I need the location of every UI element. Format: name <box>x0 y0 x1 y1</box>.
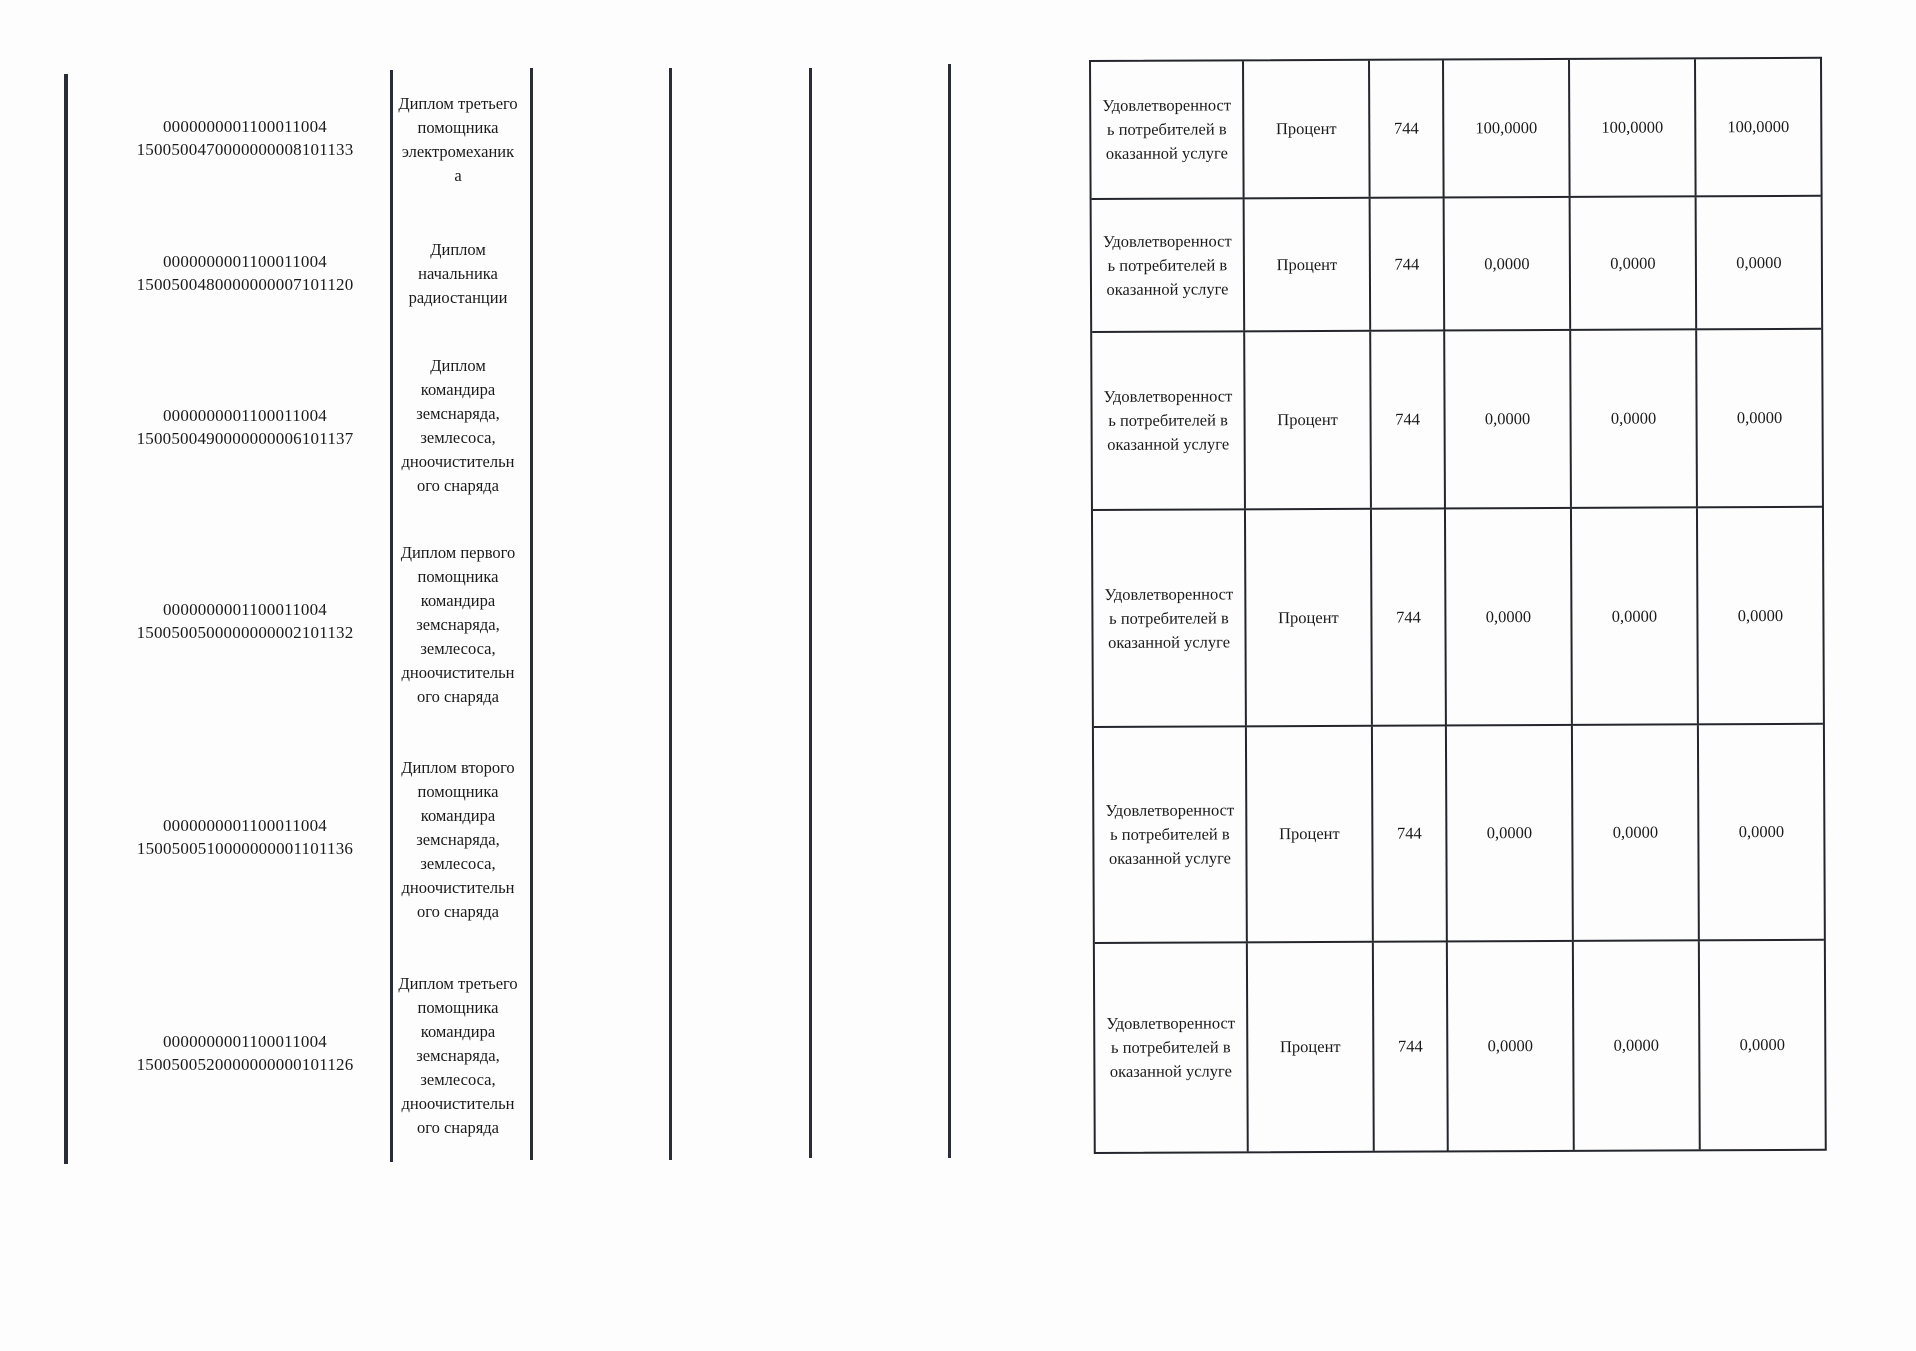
value-year1-cell: 0,0000 <box>1444 509 1571 725</box>
table-row <box>1093 506 1823 726</box>
qualification-name-line: командира <box>420 380 496 399</box>
qualification-name-line: Диплом второго <box>401 758 515 777</box>
indicator-line: оказанной услуге <box>1109 1061 1232 1081</box>
value-year3-cell: 0,0000 <box>1695 197 1822 329</box>
value-year3-cell: 0,0000 <box>1697 725 1824 940</box>
registry-code-line1: 0000000001100011004 <box>162 600 328 619</box>
qualification-name <box>393 238 523 310</box>
qualification-name-line: дноочистительн <box>401 878 515 897</box>
indicator-line: Удовлетворенност <box>1103 386 1233 406</box>
indicator-line: ь потребителей в <box>1110 1037 1231 1057</box>
qualification-name-line: земснаряда, <box>416 1046 500 1065</box>
qualification-name-line: землесоса, <box>420 428 496 447</box>
qualification-name-line: помощника <box>417 118 499 137</box>
registry-code-line2: 1500500480000000007101120 <box>136 275 354 294</box>
indicator-line: оказанной услуге <box>1105 143 1228 163</box>
indicator-line: оказанной услуге <box>1106 278 1229 299</box>
value-year2-cell: 0,0000 <box>1570 508 1697 724</box>
registry-code <box>90 1030 400 1076</box>
registry-code-line1: 0000000001100011004 <box>162 252 328 271</box>
qualification-name-line: командира <box>420 806 496 825</box>
unit-cell: Процент <box>1245 727 1372 942</box>
qualification-name-line: земснаряда, <box>416 830 500 849</box>
registry-code-line1: 0000000001100011004 <box>162 1032 328 1051</box>
quality-indicators-table <box>1089 57 1827 1154</box>
qualification-name-line: командира <box>420 591 496 610</box>
indicator-line: оказанной услуге <box>1107 434 1230 454</box>
indicator-line: ь потребителей в <box>1106 119 1227 139</box>
value-year3-cell: 0,0000 <box>1698 941 1825 1150</box>
registry-code-line1: 0000000001100011004 <box>162 117 328 136</box>
registry-code-line1: 0000000001100011004 <box>162 406 328 425</box>
value-year1-cell: 0,0000 <box>1443 198 1570 330</box>
registry-code-line1: 0000000001100011004 <box>162 816 328 835</box>
column-rule-5 <box>948 64 951 1158</box>
qualification-name-line: землесоса, <box>420 854 496 873</box>
qualification-name-line: а <box>454 166 462 185</box>
okei-code-cell: 744 <box>1369 331 1444 507</box>
indicator-cell <box>1091 61 1243 198</box>
qualification-name-line: помощника <box>417 998 499 1017</box>
table-row <box>1092 195 1822 331</box>
indicator-cell <box>1093 510 1245 726</box>
qualification-name-line: Диплом третьего <box>398 974 518 993</box>
value-year2-cell: 0,0000 <box>1569 197 1696 329</box>
qualification-name-line: помощника <box>417 782 499 801</box>
unit-cell: Процент <box>1244 510 1371 726</box>
column-rule-4 <box>809 68 812 1158</box>
qualification-name-line: дноочистительн <box>401 452 515 471</box>
unit-cell: Процент <box>1242 61 1369 198</box>
qualification-name-line: Диплом <box>430 240 486 259</box>
qualification-name <box>393 541 523 709</box>
qualification-name-line: ого снаряда <box>416 1118 500 1137</box>
okei-code-cell: 744 <box>1372 942 1447 1150</box>
unit-cell: Процент <box>1243 199 1370 331</box>
qualification-name <box>393 756 523 924</box>
indicator-line: оказанной услуге <box>1108 848 1232 868</box>
qualification-name <box>393 354 523 498</box>
qualification-name-line: Диплом <box>430 356 486 375</box>
okei-code-cell: 744 <box>1370 509 1445 724</box>
value-year1-cell: 100,0000 <box>1442 60 1569 197</box>
value-year1-cell: 0,0000 <box>1443 331 1570 508</box>
unit-cell: Процент <box>1246 943 1373 1152</box>
indicator-line: Удовлетворенност <box>1104 583 1234 604</box>
table-row <box>1094 723 1824 942</box>
indicator-line: Удовлетворенност <box>1105 800 1235 820</box>
table-row <box>1095 939 1825 1152</box>
value-year1-cell: 0,0000 <box>1445 726 1572 941</box>
value-year2-cell: 0,0000 <box>1572 941 1699 1150</box>
qualification-name-line: ого снаряда <box>416 476 500 495</box>
left-border-rule <box>64 74 68 1164</box>
registry-code-line2: 1500500510000000001101136 <box>136 839 354 858</box>
table-row <box>1092 328 1822 509</box>
indicator-line: Удовлетворенност <box>1102 95 1232 115</box>
okei-code-cell: 744 <box>1371 726 1446 940</box>
column-rule-3 <box>669 68 672 1160</box>
registry-code <box>90 598 400 644</box>
indicator-line: оказанной услуге <box>1107 631 1231 652</box>
registry-code <box>90 404 400 450</box>
qualification-name-line: ого снаряда <box>416 902 500 921</box>
indicator-line: Удовлетворенност <box>1106 1013 1236 1033</box>
qualification-name-line: землесоса, <box>420 1070 496 1089</box>
qualification-name <box>393 92 523 188</box>
column-rule-2 <box>530 68 533 1160</box>
qualification-name-line: Диплом третьего <box>398 94 518 113</box>
indicator-cell <box>1092 199 1244 331</box>
qualification-name-line: электромеханик <box>401 142 515 161</box>
indicator-line: ь потребителей в <box>1108 410 1228 430</box>
okei-code-cell: 744 <box>1369 198 1444 329</box>
qualification-name-line: землесоса, <box>420 639 496 658</box>
okei-code-cell: 744 <box>1368 60 1443 196</box>
indicator-line: ь потребителей в <box>1109 607 1229 628</box>
qualification-name-line: начальника <box>418 264 498 283</box>
qualification-name-line: дноочистительн <box>401 663 515 682</box>
indicator-line: ь потребителей в <box>1107 254 1228 275</box>
qualification-name <box>393 972 523 1140</box>
value-year2-cell: 0,0000 <box>1569 330 1696 507</box>
registry-code-line2: 1500500500000000002101132 <box>136 623 354 642</box>
value-year3-cell: 0,0000 <box>1696 508 1823 724</box>
qualification-name-line: ого снаряда <box>416 687 500 706</box>
registry-code <box>90 250 400 296</box>
qualification-name-line: земснаряда, <box>416 404 500 423</box>
indicator-line: ь потребителей в <box>1110 824 1230 844</box>
value-year3-cell: 0,0000 <box>1695 330 1822 507</box>
table-row <box>1091 59 1821 198</box>
indicator-cell <box>1092 332 1244 509</box>
qualification-name-line: земснаряда, <box>416 615 500 634</box>
unit-cell: Процент <box>1243 332 1370 509</box>
value-year2-cell: 0,0000 <box>1571 725 1698 940</box>
qualification-name-line: Диплом первого <box>400 543 516 562</box>
qualification-name-line: командира <box>420 1022 496 1041</box>
registry-code <box>90 115 400 161</box>
qualification-name-line: радиостанции <box>408 288 508 307</box>
registry-code-line2: 1500500490000000006101137 <box>136 429 354 448</box>
registry-code-line2: 1500500520000000000101126 <box>136 1055 354 1074</box>
registry-code <box>90 814 400 860</box>
value-year3-cell: 100,0000 <box>1694 59 1821 196</box>
qualification-name-line: помощника <box>417 567 499 586</box>
value-year1-cell: 0,0000 <box>1446 942 1573 1151</box>
indicator-cell <box>1094 727 1246 942</box>
indicator-line: Удовлетворенност <box>1102 230 1232 251</box>
value-year2-cell: 100,0000 <box>1568 59 1695 196</box>
registry-code-line2: 1500500470000000008101133 <box>136 140 354 159</box>
indicator-cell <box>1095 943 1247 1152</box>
qualification-name-line: дноочистительн <box>401 1094 515 1113</box>
